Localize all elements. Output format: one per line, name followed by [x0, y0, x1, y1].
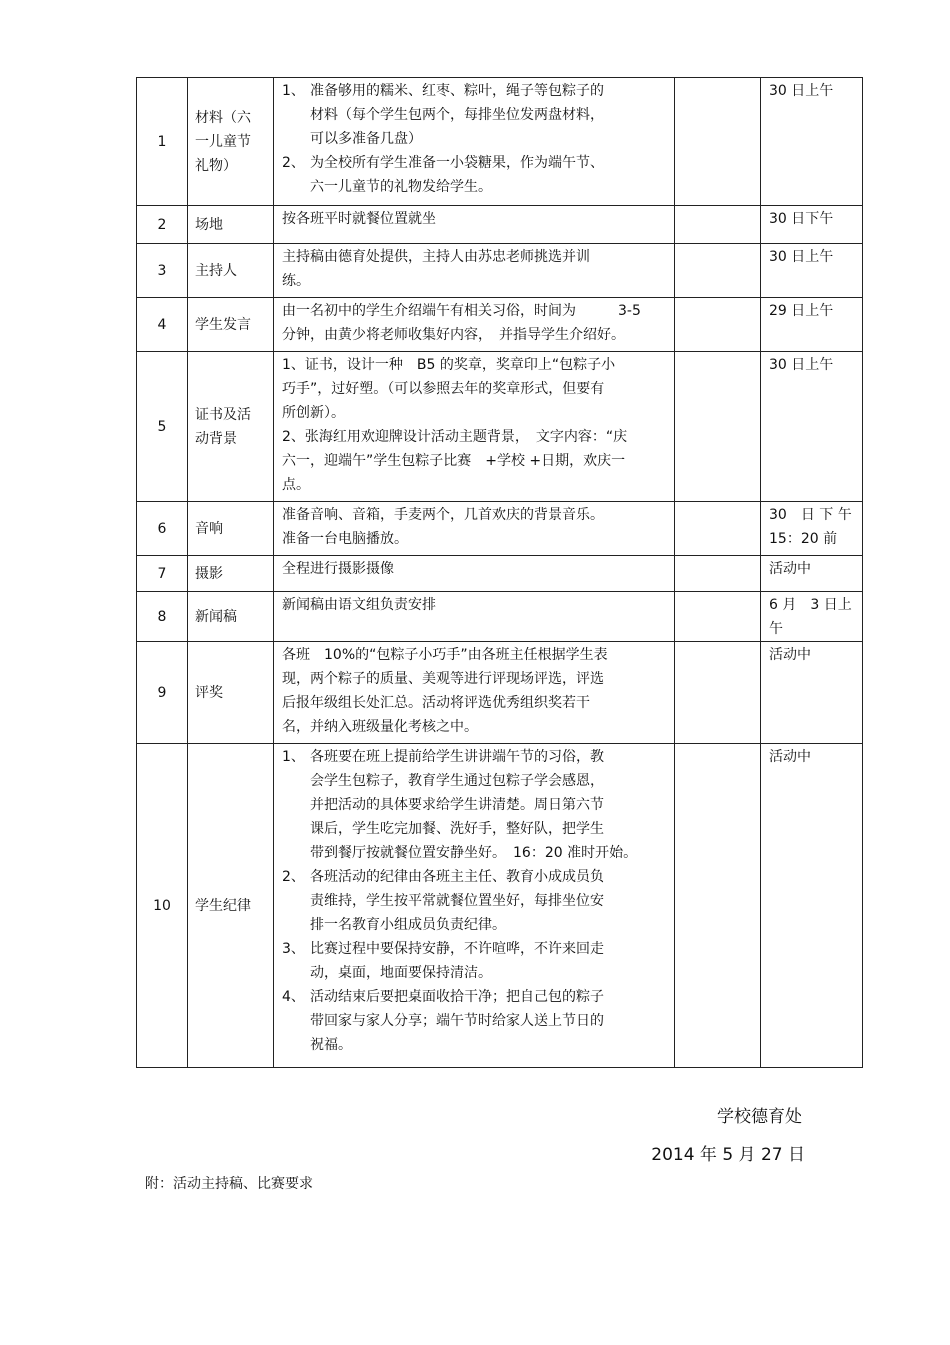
content-text-line: 排一名教育小组成员负责纪律。	[310, 917, 506, 933]
row-item	[188, 592, 274, 642]
content-text-line: 名，并纳入班级量化考核之中。	[282, 719, 478, 735]
row-time	[761, 556, 863, 592]
row-number: 9	[137, 642, 188, 744]
list-item-body	[310, 745, 668, 865]
row-content	[274, 744, 675, 1068]
row-number: 10	[137, 744, 188, 1068]
content-list-item	[282, 865, 668, 937]
row-number: 2	[137, 206, 188, 244]
table-row	[137, 642, 863, 744]
table-row	[137, 352, 863, 502]
content-text-line: 并把活动的具体要求给学生讲清楚。周日第六节	[310, 797, 604, 813]
row-responsible-blank	[675, 352, 761, 502]
list-item-number: 1、	[282, 749, 305, 765]
signature-date: 2014 年 5 月 27 日	[651, 1145, 805, 1165]
row-number: 5	[137, 352, 188, 502]
row-responsible-blank	[675, 502, 761, 556]
row-time	[761, 244, 863, 298]
list-item-number: 1、	[282, 83, 305, 99]
row-responsible-blank	[675, 244, 761, 298]
list-item-number: 2、	[282, 155, 305, 171]
list-item-number: 3、	[282, 941, 305, 957]
content-text-line: 可以多准备几盘）	[310, 131, 422, 147]
content-text-line: 动，桌面，地面要保持清洁。	[310, 965, 492, 981]
content-list-item	[282, 937, 668, 985]
time-text-line: 29 日上午	[769, 303, 834, 319]
time-text-line: 活动中	[769, 561, 811, 577]
row-item	[188, 744, 274, 1068]
row-number: 7	[137, 556, 188, 592]
table-row	[137, 744, 863, 1068]
content-text-line: 主持稿由德育处提供，主持人由苏忠老师挑选并训	[282, 249, 590, 265]
content-text-line: 各班活动的纪律由各班主主任、教育小成成员负	[310, 869, 604, 885]
row-responsible-blank	[675, 744, 761, 1068]
row-item	[188, 352, 274, 502]
content-text-line: 后报年级组长处汇总。活动将评选优秀组织奖若干	[282, 695, 590, 711]
row-time	[761, 352, 863, 502]
row-time	[761, 744, 863, 1068]
content-text-line: 带到餐厅按就餐位置安静坐好。 16：20 准时开始。	[310, 845, 638, 861]
content-list-item	[282, 985, 668, 1057]
content-text-line: 带回家与家人分享；端午节时给家人送上节日的	[310, 1013, 604, 1029]
row-content	[274, 642, 675, 744]
table-body	[137, 78, 863, 1068]
row-time	[761, 298, 863, 352]
item-text-line: 摄影	[195, 565, 223, 582]
content-text-line: 祝福。	[310, 1037, 352, 1053]
table-row	[137, 78, 863, 206]
time-text-line: 30 日 下 午	[769, 507, 852, 523]
item-text-line: 主持人	[195, 262, 237, 279]
content-text-line: 1、证书，设计一种 B5 的奖章，奖章印上“包粽子小	[282, 357, 616, 373]
row-item	[188, 78, 274, 206]
row-content	[274, 502, 675, 556]
content-text-line: 所创新）。	[282, 405, 345, 421]
signature-department: 学校德育处	[717, 1107, 802, 1127]
content-text-line: 分钟，由黄少将老师收集好内容， 并指导学生介绍好。	[282, 327, 625, 343]
time-text-line: 30 日上午	[769, 249, 834, 265]
row-number: 1	[137, 78, 188, 206]
content-text-line: 全程进行摄影摄像	[282, 561, 394, 577]
content-text-line: 比赛过程中要保持安静，不许喧哗，不许来回走	[310, 941, 604, 957]
content-text-line: 责维持，学生按平常就餐位置坐好，每排坐位安	[310, 893, 604, 909]
row-number: 3	[137, 244, 188, 298]
row-time	[761, 78, 863, 206]
content-text-line: 课后，学生吃完加餐、洗好手，整好队，把学生	[310, 821, 604, 837]
item-text-line: 学生纪律	[195, 897, 251, 914]
time-text-line: 6 月 3 日上	[769, 597, 852, 613]
content-text-line: 练。	[282, 273, 310, 289]
content-text-line: 新闻稿由语文组负责安排	[282, 597, 436, 613]
content-text-line: 点。	[282, 477, 310, 493]
row-number: 8	[137, 592, 188, 642]
content-text-line: 六一，迎端午”学生包粽子比赛 +学校 +日期，欢庆一	[282, 453, 626, 469]
content-text-line: 各班 10%的“包粽子小巧手”由各班主任根据学生表	[282, 647, 608, 663]
content-text-line: 会学生包粽子，教育学生通过包粽子学会感恩，	[310, 773, 604, 789]
content-text-line: 准备一台电脑播放。	[282, 531, 408, 547]
content-text-line: 各班要在班上提前给学生讲讲端午节的习俗，教	[310, 749, 604, 765]
content-text-line: 材料（每个学生包两个，每排坐位发两盘材料，	[310, 107, 604, 123]
row-time	[761, 502, 863, 556]
row-responsible-blank	[675, 592, 761, 642]
row-item	[188, 298, 274, 352]
item-text-line: 音响	[195, 520, 223, 537]
item-text-line: 礼物）	[195, 157, 237, 174]
time-text-line: 活动中	[769, 749, 811, 765]
row-item	[188, 206, 274, 244]
row-responsible-blank	[675, 78, 761, 206]
list-item-body	[310, 985, 668, 1057]
list-item-body	[310, 937, 668, 985]
content-text-line: 巧手”，过好塑。（可以参照去年的奖章形式，但要有	[282, 381, 605, 397]
row-number: 4	[137, 298, 188, 352]
row-content	[274, 298, 675, 352]
row-responsible-blank	[675, 298, 761, 352]
content-text-line: 准备够用的糯米、红枣、粽叶，绳子等包粽子的	[310, 83, 604, 99]
content-text-line: 准备音响、音箱，手麦两个，几首欢庆的背景音乐。	[282, 507, 604, 523]
time-text-line: 30 日下午	[769, 211, 834, 227]
item-text-line: 一儿童节	[195, 133, 251, 150]
table-row	[137, 298, 863, 352]
content-text-line: 活动结束后要把桌面收拾干净；把自己包的粽子	[310, 989, 604, 1005]
row-content	[274, 206, 675, 244]
item-text-line: 新闻稿	[195, 608, 237, 625]
time-text-line: 30 日上午	[769, 83, 834, 99]
item-text-line: 材料（六	[195, 109, 251, 126]
row-responsible-blank	[675, 642, 761, 744]
item-text-line: 学生发言	[195, 316, 251, 333]
content-text-line: 按各班平时就餐位置就坐	[282, 211, 436, 227]
row-responsible-blank	[675, 206, 761, 244]
row-content	[274, 592, 675, 642]
row-item	[188, 642, 274, 744]
list-item-body	[310, 151, 668, 199]
content-text-line: 现，两个粽子的质量、美观等进行评现场评选，评选	[282, 671, 604, 687]
row-responsible-blank	[675, 556, 761, 592]
content-list-item	[282, 151, 668, 199]
table-row	[137, 244, 863, 298]
table-row	[137, 592, 863, 642]
table-row	[137, 502, 863, 556]
row-item	[188, 502, 274, 556]
item-text-line: 场地	[195, 216, 223, 233]
content-list-item	[282, 745, 668, 865]
row-content	[274, 556, 675, 592]
list-item-body	[310, 79, 668, 151]
time-text-line: 15：20 前	[769, 531, 838, 547]
content-list-item	[282, 79, 668, 151]
activity-plan-table	[136, 77, 863, 1068]
row-item	[188, 244, 274, 298]
content-text-line: 六一儿童节的礼物发给学生。	[310, 179, 492, 195]
row-content	[274, 78, 675, 206]
table-row	[137, 206, 863, 244]
row-time	[761, 206, 863, 244]
row-time	[761, 592, 863, 642]
time-text-line: 30 日上午	[769, 357, 834, 373]
row-number: 6	[137, 502, 188, 556]
list-item-number: 4、	[282, 989, 305, 1005]
list-item-body	[310, 865, 668, 937]
row-time	[761, 642, 863, 744]
list-item-number: 2、	[282, 869, 305, 885]
item-text-line: 评奖	[195, 684, 223, 701]
content-text-line: 为全校所有学生准备一小袋糖果，作为端午节、	[310, 155, 604, 171]
content-text-line: 由一名初中的学生介绍端午有相关习俗，时间为 3-5	[282, 303, 641, 319]
content-text-line: 2、张海红用欢迎牌设计活动主题背景， 文字内容：“庆	[282, 429, 628, 445]
row-item	[188, 556, 274, 592]
item-text-line: 动背景	[195, 430, 237, 447]
row-content	[274, 244, 675, 298]
item-text-line: 证书及活	[195, 406, 251, 423]
time-text-line: 活动中	[769, 647, 811, 663]
appendix-note: 附：活动主持稿、比赛要求	[145, 1176, 313, 1192]
table-row	[137, 556, 863, 592]
time-text-line: 午	[769, 621, 783, 637]
row-content	[274, 352, 675, 502]
